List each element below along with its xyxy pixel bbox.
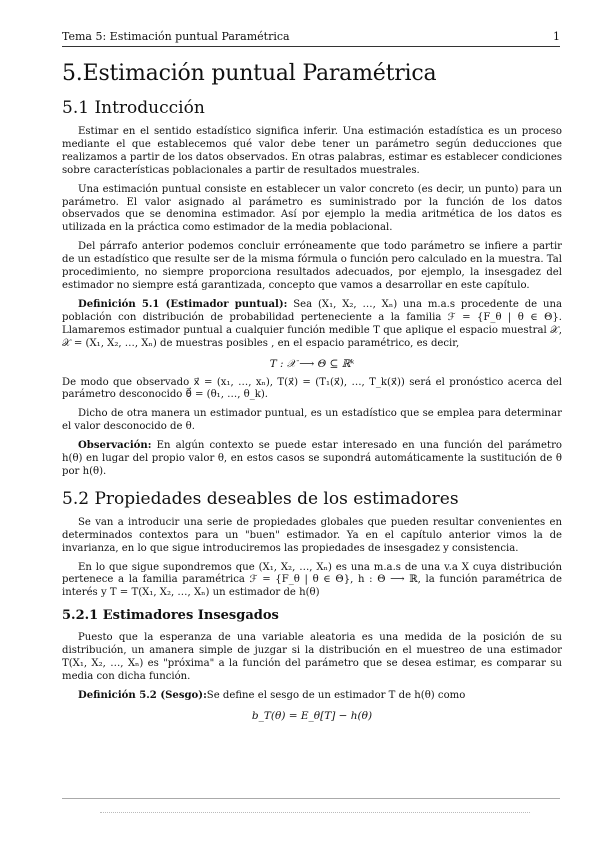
intro-paragraph-2: Una estimación puntual consiste en establecer un valor concreto (es decir, un punto) para un parámetro. El valor asignado al parámetro es suministrado por la función de los datos observados que se denomina estimador. Así por ejemplo la media aritmética de los datos es utilizada en la práctica como estimador de la media poblacional.	[62, 183, 562, 234]
page-number: 1	[553, 29, 560, 43]
definition-restatement: Dicho de otra manera un estimador puntual, es un estadístico que se emplea para determinar el valor desconocido de θ.	[62, 408, 562, 433]
definition-continuation: De modo que observado x⃗ = (x₁, …, xₙ), T(x⃗) = (T₁(x⃗), …, T_k(x⃗)) será el pronóstico acerca del parámetro desconocido θ⃗ = (θ₁, …, θ_k).	[62, 376, 562, 401]
definition-text: Sea (X₁, X₂, …, Xₙ) una m.a.s procedente de una población con distribución de probabilidad perteneciente a la familia ℱ = {F_θ | θ ∈ Θ}. Llamaremos estimador puntual a cualquier función medible T que aplique el espacio muestral 𝒳, 𝒳 = (X₁, X₂, …, Xₙ) de muestras posibles , en el espacio paramétrico, es decir,	[62, 298, 562, 349]
running-title: Tema 5: Estimación puntual Paramétrica	[62, 29, 290, 43]
chapter-title: 5.Estimación puntual Paramétrica	[62, 61, 437, 86]
intro-paragraph-3: Del párrafo anterior podemos concluir erróneamente que todo parámetro se infiere a partir de un estadístico que resulte ser de la misma fórmula o función pero calculado en la muestra. Tal procedimiento, no siempre proporciona resultados adecuados, por ejemplo, la insesgadez del estimador no siempre está garantizada, concepto que vamos a desarrollar en este capítulo.	[62, 241, 562, 291]
display-equation-bias: b_T(θ) = E_θ[T] − h(θ)	[251, 709, 373, 722]
running-header	[62, 28, 560, 44]
observation-paragraph	[62, 440, 562, 479]
section-title-properties: 5.2 Propiedades deseables de los estimadores	[62, 488, 459, 509]
intro-paragraph-1: Estimar en el sentido estadístico significa inferir. Una estimación estadística es un proceso mediante el que establecemos qué valor debe tener un parámetro según deducciones que realizamos a partir de los datos observados. En otras palabras, estimar es establecer condiciones sobre características poblacionales a partir de resultados muestrales.	[62, 126, 562, 176]
definition-estimador-puntual	[62, 299, 562, 351]
properties-paragraph-2: En lo que sigue supondremos que (X₁, X₂, …, Xₙ) es una m.a.s de una v.a X cuya distribución pertenece a la familia paramétrica ℱ = {F_θ | θ ∈ Θ}, h : Θ ⟶ ℝ, la función paramétrica de interés y T = T(X₁, X₂, …, Xₙ) un estimador de h(θ)	[62, 561, 562, 599]
properties-paragraph-1: Se van a introducir una serie de propiedades globales que pueden resultar convenientes en determinados contextos para un "buen" estimador. Ya en el capítulo anterior vimos la de invarianza, en lo que sigue introduciremos las propiedades de insesgadez y consistencia.	[62, 516, 562, 554]
observation-label: Observación:	[78, 440, 152, 452]
observation-text: En algún contexto se puede estar interesado en una función del parámetro h(θ) en lugar del propio valor θ, en estos casos se supondrá automáticamente la sustitución de θ por h(θ).	[62, 440, 562, 477]
footer-faded-text	[100, 812, 530, 816]
definition-sesgo	[62, 690, 562, 703]
definition-sesgo-text: Se define el sesgo de un estimador T de h(θ) como	[206, 689, 466, 701]
definition-sesgo-label: Definición 5.2 (Sesgo):	[78, 689, 207, 701]
subsection-title-unbiased: 5.2.1 Estimadores Insesgados	[62, 608, 279, 624]
definition-label: Definición 5.1 (Estimador puntual):	[78, 298, 288, 310]
section-title-intro: 5.1 Introducción	[62, 98, 205, 118]
document-body	[62, 60, 562, 729]
header-rule	[62, 46, 560, 47]
unbiased-paragraph-1: Puesto que la esperanza de una variable aleatoria es una medida de la posición de su distribución, un amanera simple de juzgar si la distribución en el muestreo de una estimador T(X₁, X₂, …, Xₙ) es "próxima" a la función del parámetro que se desea estimar, es comparar su media con dicha función.	[62, 632, 562, 682]
footer-rule	[62, 798, 560, 799]
display-equation-estimator: T : 𝒳 ⟶ Θ ⊆ ℝᵏ	[269, 357, 355, 370]
